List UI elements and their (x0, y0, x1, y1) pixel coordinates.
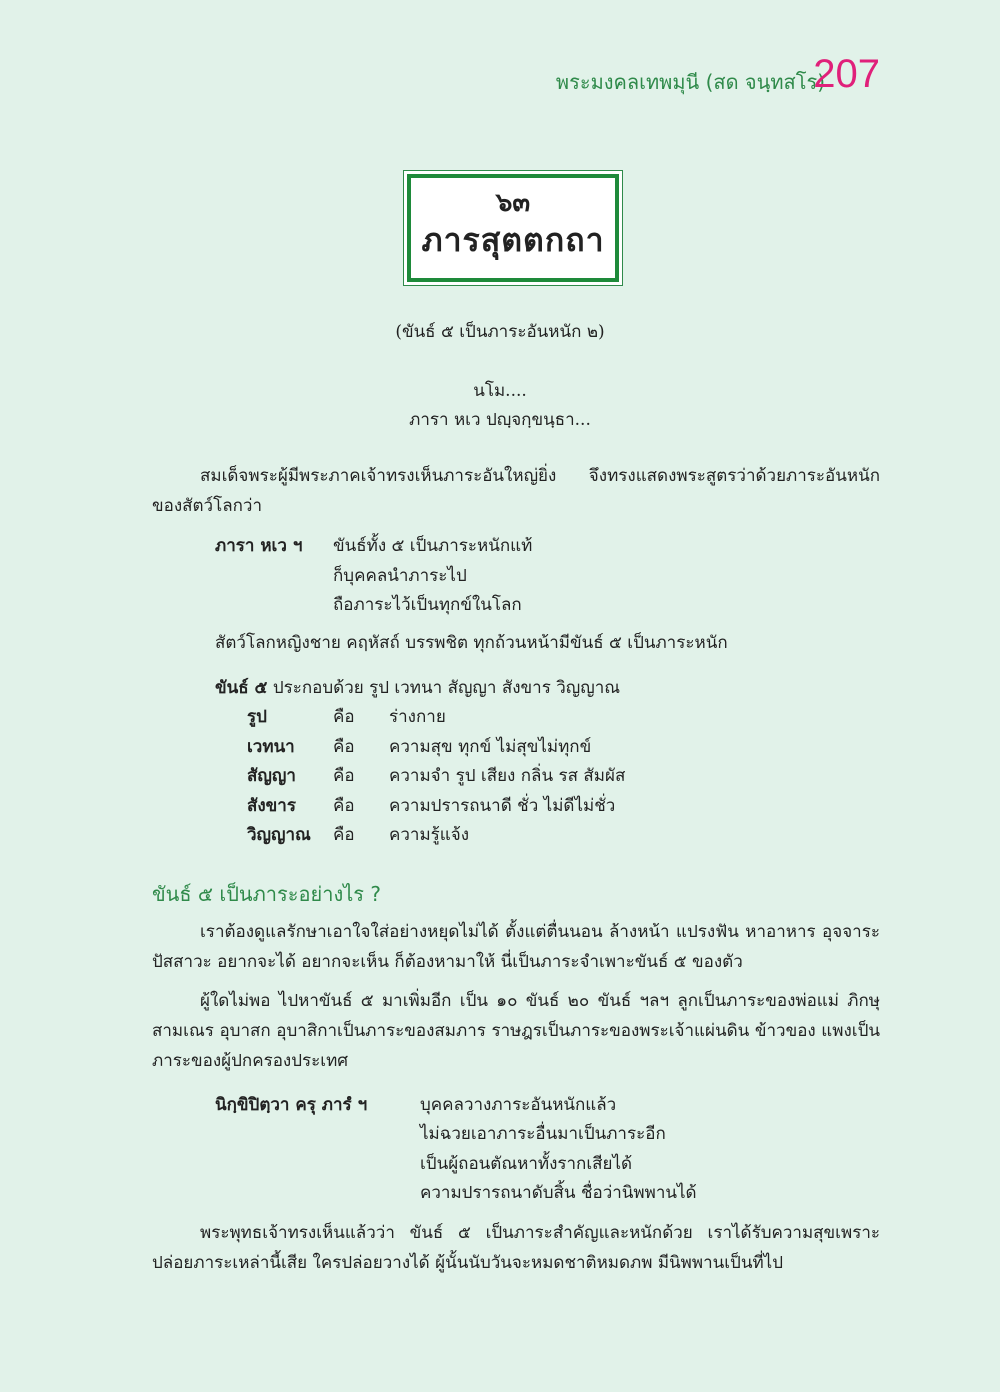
khandha-meaning: ความจำ รูป เสียง กลิ่น รส สัมผัส (389, 766, 626, 786)
khandha-row (247, 733, 625, 763)
khandha-term: เวทนา (247, 736, 295, 757)
khandha-term: สังขาร (247, 795, 296, 816)
khandha-meaning: ร่างกาย (389, 707, 446, 727)
page-number: 207 (813, 52, 880, 96)
khandha-row (247, 762, 625, 792)
khandha-heading-term: ขันธ์ ๕ (215, 678, 268, 698)
verse2-line: บุคคลวางภาระอันหนักแล้ว (420, 1095, 617, 1115)
khandha-connector: คือ (333, 795, 355, 816)
chapter-subtitle: (ขันธ์ ๕ เป็นภาระอันหนัก ๒) (395, 322, 605, 342)
paragraph-4: พระพุทธเจ้าทรงเห็นแล้วว่า ขันธ์ ๕ เป็นภาระสำคัญและหนักด้วย เราได้รับความสุขเพราะปล่อยภาระเหล่านี้เสีย ใครปล่อยวางได้ ผู้นั้นนับวันจะหมดชาติหมดภพ มีนิพพานเป็นที่ไป (152, 1223, 880, 1273)
chapter-number: ๖๓ (495, 188, 531, 218)
khandha-meaning: ความรู้แจ้ง (389, 825, 470, 845)
verse2-pali: นิกฺขิปิตฺวา ครุ ภารํ ฯ (215, 1095, 368, 1115)
khandha-connector: คือ (333, 736, 355, 757)
section-heading: ขันธ์ ๕ เป็นภาระอย่างไร ? (152, 882, 382, 906)
khandha-term: สัญญา (247, 766, 296, 786)
khandha-row (247, 821, 625, 851)
khandha-table (247, 703, 625, 851)
khandha-heading-rest: ประกอบด้วย รูป เวทนา สัญญา สังขาร วิญญาณ (272, 678, 621, 698)
verse1-line: ก็บุคคลนำภาระไป (333, 566, 467, 586)
verse1-line: ขันธ์ทั้ง ๕ เป็นภาระหนักแท้ (333, 536, 533, 556)
verse2-line: ไม่ฉวยเอาภาระอื่นมาเป็นภาระอีก (420, 1124, 666, 1144)
khandha-row (247, 792, 625, 822)
intro-paragraph: สมเด็จพระผู้มีพระภาคเจ้าทรงเห็นภาระอันใหญ่ยิ่ง จึงทรงแสดงพระสูตรว่าด้วยภาระอันหนักของสัตว์โลกว่า (152, 466, 880, 516)
khandha-meaning: ความสุข ทุกข์ ไม่สุขไม่ทุกข์ (389, 736, 592, 757)
verse1-line: ถือภาระไว้เป็นทุกข์ในโลก (333, 595, 522, 615)
khandha-heading (215, 673, 620, 703)
khandha-meaning: ความปรารถนาดี ชั่ว ไม่ดีไม่ชั่ว (389, 795, 616, 816)
paragraph-2: เราต้องดูแลรักษาเอาใจใส่อย่างหยุดไม่ได้ ตั้งแต่ตื่นนอน ล้างหน้า แปรงฟัน หาอาหาร อุจจาระ ปัสสาวะ อยากจะได้ อยากจะเห็น ก็ต้องหามาให้ นี่เป็นภาระจำเพาะขันธ์ ๕ ของตัว (152, 922, 880, 972)
paragraph-3: ผู้ใดไม่พอ ไปหาขันธ์ ๕ มาเพิ่มอีก เป็น ๑๐ ขันธ์ ๒๐ ขันธ์ ฯลฯ ลูกเป็นภาระของพ่อแม่ ภิกษุ สามเณร อุบาสก อุบาสิกาเป็นภาระของสมภาร ราษฎรเป็นภาระของพระเจ้าแผ่นดิน ข้าวของ แพงเป็นภาระของผู้ปกครองประเทศ (152, 991, 880, 1071)
beings-line: สัตว์โลกหญิงชาย คฤหัสถ์ บรรพชิต ทุกถ้วนหน้ามีขันธ์ ๕ เป็นภาระหนัก (215, 633, 728, 653)
khandha-connector: คือ (333, 825, 355, 845)
khandha-connector: คือ (333, 707, 355, 727)
verse2-line: ความปรารถนาดับสิ้น ชื่อว่านิพพานได้ (420, 1183, 697, 1203)
invocation-line-2: ภารา หเว ปญฺจกฺขนฺธา... (409, 410, 591, 430)
khandha-row (247, 703, 625, 733)
chapter-box-inner (407, 174, 619, 282)
khandha-connector: คือ (333, 766, 355, 786)
khandha-term: รูป (247, 707, 267, 727)
chapter-title: ภารสุตตกถา (421, 221, 605, 259)
verse2-line: เป็นผู้ถอนตัณหาทั้งรากเสียได้ (420, 1154, 633, 1174)
verse1-pali: ภารา หเว ฯ (215, 536, 303, 556)
khandha-term: วิญญาณ (247, 825, 311, 845)
chapter-box (403, 170, 623, 286)
invocation-line-1: นโม.... (473, 381, 527, 401)
running-title: พระมงคลเทพมุนี (สด จนฺทสโร) (555, 70, 825, 94)
